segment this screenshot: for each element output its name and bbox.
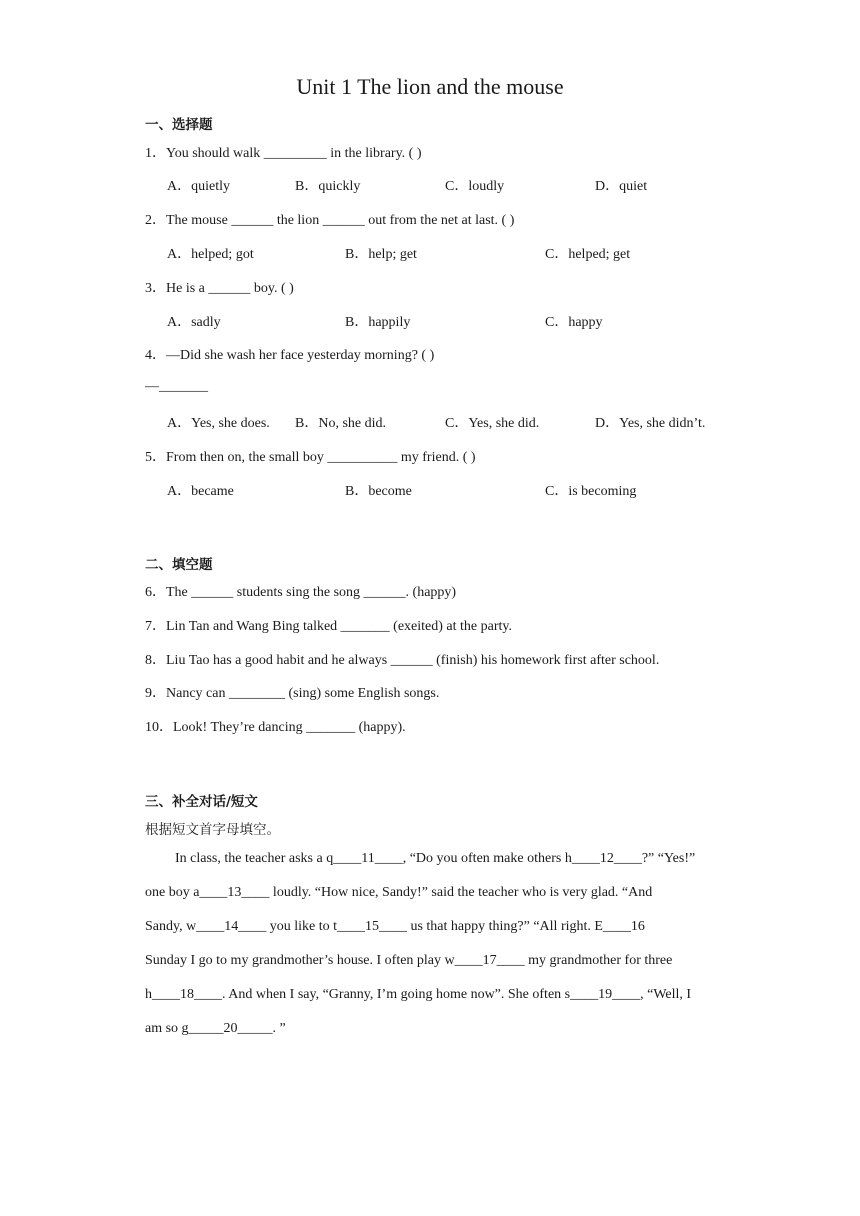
passage-line-5: h____18____. And when I say, “Granny, I’m going home now”. She often s____19____, “Well, I — [145, 987, 692, 1002]
fill-item-10: 10．Look! They’re dancing _______ (happy). — [145, 720, 406, 735]
q4-option-d: D．Yes, she didn’t. — [595, 416, 706, 431]
fill-item-8: 8．Liu Tao has a good habit and he always ______ (finish) his homework first after school. — [145, 653, 660, 668]
q3-option-b: B．happily — [345, 315, 411, 330]
q1-option-d: D．quiet — [595, 179, 648, 194]
q4-option-a: A．Yes, she does. — [167, 416, 270, 431]
question-5: 5．From then on, the small boy __________ my friend. ( ) — [145, 450, 476, 465]
q1-option-b: B．quickly — [295, 179, 361, 194]
passage-line-2: one boy a____13____ loudly. “How nice, Sandy!” said the teacher who is very glad. “And — [145, 885, 653, 900]
section-heading-fill-blank: 二、填空题 — [145, 557, 213, 573]
q5-option-c: C．is becoming — [545, 484, 637, 499]
q1-option-a: A．quietly — [167, 179, 230, 194]
q3-option-c: C．happy — [545, 315, 603, 330]
passage-line-6: am so g_____20_____. ” — [145, 1021, 286, 1036]
q1-option-c: C．loudly — [445, 179, 505, 194]
page-title: Unit 1 The lion and the mouse — [296, 74, 564, 99]
q4-option-b: B．No, she did. — [295, 416, 386, 431]
passage-line-1: In class, the teacher asks a q____11____, “Do you often make others h____12____?” “Yes!” — [175, 851, 696, 866]
fill-item-6: 6．The ______ students sing the song ______. (happy) — [145, 585, 457, 600]
q2-option-a: A．helped; got — [167, 247, 254, 262]
question-2: 2．The mouse ______ the lion ______ out from the net at last. ( ) — [145, 213, 515, 228]
q4-answer-line: —_______ — [145, 379, 208, 394]
q2-option-b: B．help; get — [345, 247, 417, 262]
q3-option-a: A．sadly — [167, 315, 221, 330]
q5-option-b: B．become — [345, 484, 412, 499]
q4-option-c: C．Yes, she did. — [445, 416, 540, 431]
section-heading-choice: 一、选择题 — [145, 117, 213, 133]
question-1: 1．You should walk _________ in the library. ( ) — [145, 146, 422, 161]
question-3: 3．He is a ______ boy. ( ) — [145, 281, 294, 296]
q5-option-a: A．became — [167, 484, 234, 499]
section-instruction: 根据短文首字母填空。 — [145, 822, 280, 838]
question-4: 4．—Did she wash her face yesterday morning? ( ) — [145, 348, 435, 363]
passage-line-3: Sandy, w____14____ you like to t____15____ us that happy thing?” “All right. E____16 — [145, 919, 645, 934]
section-heading-dialogue: 三、补全对话/短文 — [145, 794, 258, 810]
passage-line-4: Sunday I go to my grandmother’s house. I often play w____17____ my grandmother for three — [145, 953, 673, 968]
fill-item-7: 7．Lin Tan and Wang Bing talked _______ (exeited) at the party. — [145, 619, 512, 634]
q2-option-c: C．helped; get — [545, 247, 631, 262]
fill-item-9: 9．Nancy can ________ (sing) some English songs. — [145, 686, 440, 701]
